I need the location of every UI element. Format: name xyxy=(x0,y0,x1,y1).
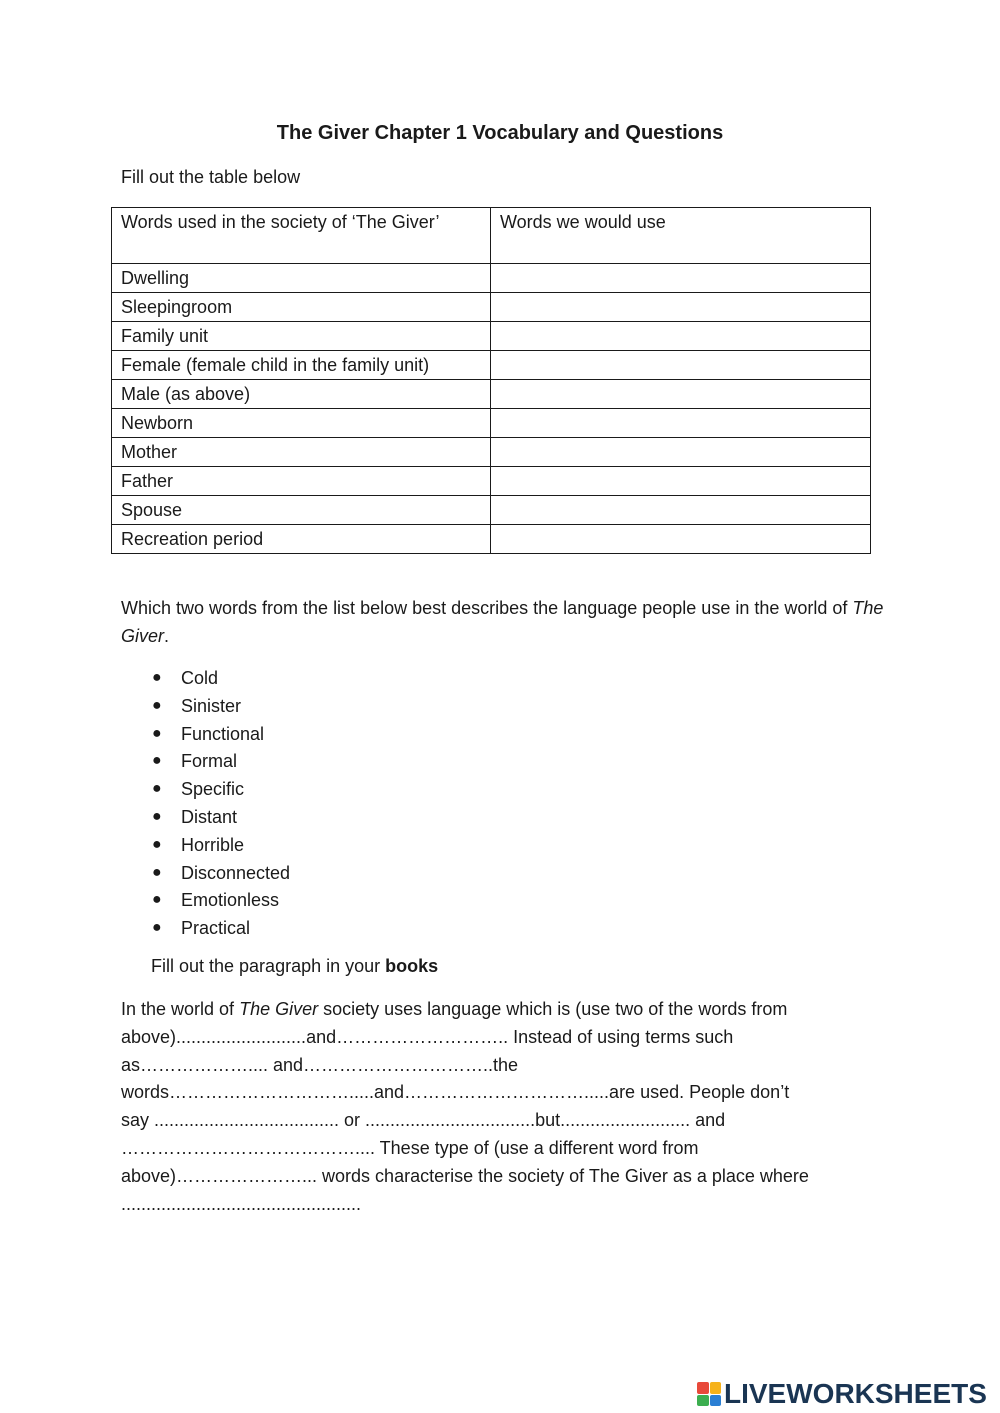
table-row xyxy=(112,467,871,496)
table-instruction: Fill out the table below xyxy=(121,167,301,187)
bullet-icon: ● xyxy=(152,807,162,825)
giver-word-cell: Recreation period xyxy=(112,525,491,554)
paragraph-line: say ..................................... or ..................................but.......................... and xyxy=(121,1110,726,1131)
logo-text: LIVEWORKSHEETS xyxy=(724,1378,987,1409)
paragraph-line: above)…………………... words characterise the society of The Giver as a place where xyxy=(121,1165,809,1186)
liveworksheets-logo xyxy=(697,1377,987,1411)
giver-word-cell: Sleepingroom xyxy=(112,293,491,322)
logo-block xyxy=(697,1382,709,1394)
option-label: Distant xyxy=(181,806,238,827)
paragraph-line: above)..........................and……………………….. Instead of using terms such xyxy=(121,1026,734,1047)
table-row xyxy=(112,264,871,293)
option-label: Cold xyxy=(181,668,219,688)
table-row xyxy=(112,409,871,438)
option-label: Specific xyxy=(181,779,245,800)
answer-cell[interactable] xyxy=(491,496,871,525)
bullet-icon: ● xyxy=(152,835,162,853)
bullet-icon: ● xyxy=(152,891,162,909)
list-item xyxy=(152,692,290,720)
paragraph-line: ………………………………….... These type of (use a different word from xyxy=(121,1137,699,1158)
table-row xyxy=(112,351,871,380)
paragraph-line: as……………….... and…………………………..the xyxy=(121,1054,519,1075)
option-label: Formal xyxy=(181,751,238,772)
question-end: . xyxy=(164,626,170,646)
list-item xyxy=(152,914,290,942)
answer-cell[interactable] xyxy=(491,467,871,496)
answer-cell[interactable] xyxy=(491,380,871,409)
table-row xyxy=(112,525,871,554)
option-label: Horrible xyxy=(181,834,245,855)
list-item xyxy=(152,803,290,831)
list-item xyxy=(152,886,290,914)
answer-cell[interactable] xyxy=(491,293,871,322)
giver-word-cell: Dwelling xyxy=(112,264,491,293)
answer-cell[interactable] xyxy=(491,351,871,380)
table-row xyxy=(112,438,871,467)
bullet-icon: ● xyxy=(152,919,162,937)
list-item xyxy=(152,775,290,803)
giver-word-cell: Mother xyxy=(112,438,491,467)
giver-word-cell: Newborn xyxy=(112,409,491,438)
giver-word-cell: Spouse xyxy=(112,496,491,525)
answer-cell[interactable] xyxy=(491,264,871,293)
table-row xyxy=(112,293,871,322)
giver-word-cell: Female (female child in the family unit) xyxy=(112,351,491,380)
logo-block xyxy=(710,1395,722,1407)
list-item xyxy=(152,720,290,748)
paragraph-book-title: The Giver xyxy=(239,999,319,1019)
giver-word-cell: Family unit xyxy=(112,322,491,351)
paragraph-line: words………………………….....and………………………….....are used. People don’t xyxy=(121,1082,790,1103)
answer-cell[interactable] xyxy=(491,438,871,467)
answer-cell[interactable] xyxy=(491,525,871,554)
list-item xyxy=(152,664,290,692)
giver-word-cell: Male (as above) xyxy=(112,380,491,409)
bullet-icon: ● xyxy=(152,724,162,742)
answer-cell[interactable] xyxy=(491,322,871,351)
question-book-title: The Giver xyxy=(121,598,884,646)
bullet-icon: ● xyxy=(152,780,162,798)
bullet-icon: ● xyxy=(152,669,162,686)
option-label: Sinister xyxy=(181,695,242,716)
vocabulary-table xyxy=(111,207,871,554)
table-row xyxy=(112,496,871,525)
paragraph-instruction-text: Fill out the paragraph in your xyxy=(151,956,386,976)
bullet-icon: ● xyxy=(152,752,162,770)
list-item xyxy=(152,859,290,887)
language-question xyxy=(121,594,891,650)
option-label: Practical xyxy=(181,918,251,939)
paragraph-instruction xyxy=(151,956,438,977)
question-text: Which two words from the list below best describes the language people use in the world of xyxy=(121,598,853,618)
bullet-icon: ● xyxy=(152,696,162,714)
table-row xyxy=(112,380,871,409)
column-header-giver-words: Words used in the society of ‘The Giver’ xyxy=(112,208,491,264)
table-header-row xyxy=(112,208,871,264)
option-label: Emotionless xyxy=(181,890,280,911)
page-title: The Giver Chapter 1 Vocabulary and Questions xyxy=(276,122,724,144)
paragraph-line: ................................................ xyxy=(121,1193,362,1214)
word-options-list xyxy=(152,664,290,942)
table-row xyxy=(112,322,871,351)
list-item xyxy=(152,831,290,859)
logo-block xyxy=(697,1395,709,1407)
paragraph-instruction-bold: books xyxy=(385,956,439,976)
logo-block xyxy=(710,1382,722,1394)
bullet-icon: ● xyxy=(152,863,162,881)
paragraph-text: In the world of xyxy=(121,999,240,1019)
paragraph-text: society uses language which is (use two of the words from xyxy=(318,999,788,1019)
column-header-our-words: Words we would use xyxy=(491,208,871,264)
fill-in-paragraph xyxy=(121,996,891,1218)
option-label: Disconnected xyxy=(181,862,291,883)
logo-blocks-icon xyxy=(697,1382,721,1406)
giver-word-cell: Father xyxy=(112,467,491,496)
paragraph-line xyxy=(121,996,891,1024)
option-label: Functional xyxy=(181,723,265,744)
answer-cell[interactable] xyxy=(491,409,871,438)
list-item xyxy=(152,747,290,775)
